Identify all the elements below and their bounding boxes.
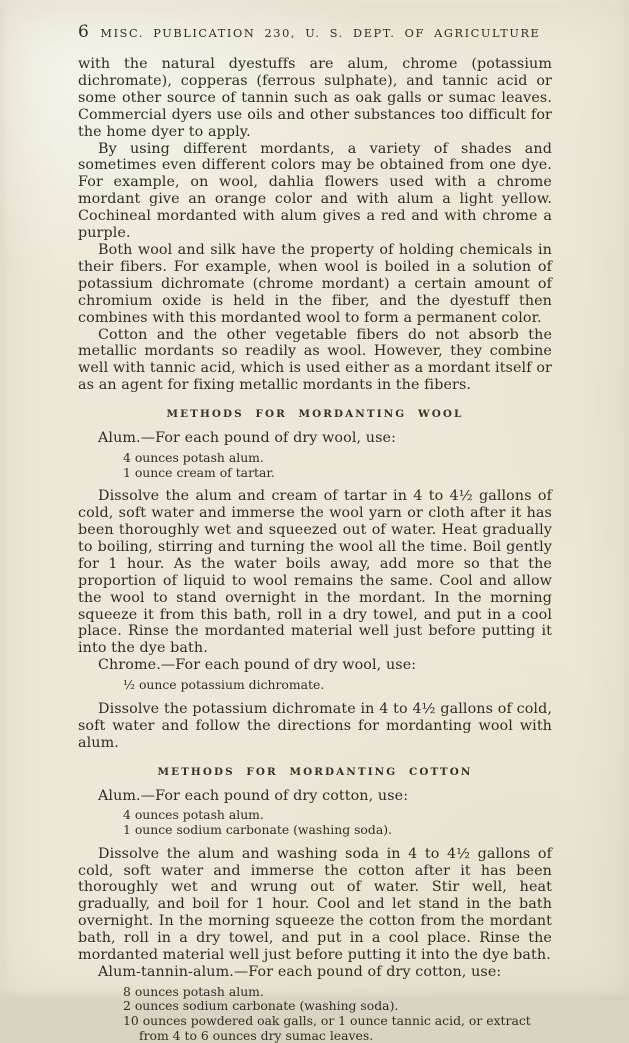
paragraph-cotton-alum-lead: Alum.—For each pound of dry cotton, use: (98, 787, 409, 804)
paragraph-wool-chrome-lead: Chrome.—For each pound of dry wool, use: (98, 657, 417, 674)
section-heading-mordanting-wool: METHODS FOR MORDANTING WOOL (166, 408, 464, 421)
document-body (78, 56, 552, 1043)
paragraph-intro-continuation: with the natural dyestuffs are alum, chrome (potassium dichromate), copperas (ferrous sulphate), and tannic acid or some other source of tannin such as oak galls or sumac leaves. Commercial dyers use oils and other substances too difficult for the home dyer to apply. (78, 56, 552, 140)
recipe-item: 4 ounces potash alum. (123, 450, 264, 466)
paragraph-cotton-ata-lead: Alum-tannin-alum.—For each pound of dry cotton, use: (98, 963, 502, 980)
paragraph-cotton-alum-directions: Dissolve the alum and washing soda in 4 to 4½ gallons of cold, soft water and immerse the cotton after it has been thoroughly wet and wrung out of water. Stir well, heat gradually, and boil for 1 hour. Cool and let stand in the bath overnight. In the morning squeeze the cotton from the mordant bath, roll in a dry towel, and put in a cool place. Rinse the mordanted material well just before putting it into the dye bath. (78, 845, 552, 964)
recipe-item: ½ ounce potassium dichromate. (123, 677, 325, 693)
recipe-list-cotton-alum (78, 808, 552, 837)
paragraph-wool-silk: Both wool and silk have the property of holding chemicals in their fibers. For example, when wool is boiled in a solution of potassium dichromate (chrome mordant) a certain amount of chromium oxide is held in the fiber, and the dyestuff then combines with this mordanted wool to form a permanent color. (78, 241, 552, 326)
recipe-list-cotton-ata (78, 985, 552, 1043)
paragraph-wool-alum-lead: Alum.—For each pound of dry wool, use: (98, 430, 397, 447)
paragraph-mordant-variety: By using different mordants, a variety of shades and sometimes even different colors may be obtained from one dye. For example, on wool, dahlia flowers used with a chrome mordant give an orange color and with alum a light yellow. Cochineal mordanted with alum gives a red and with chrome a purple. (78, 140, 552, 242)
recipe-item: 8 ounces potash alum. (123, 983, 264, 999)
section-heading-mordanting-cotton: METHODS FOR MORDANTING COTTON (157, 765, 473, 778)
recipe-item: 1 ounce cream of tartar. (123, 464, 275, 480)
recipe-item: 10 ounces powdered oak galls, or 1 ounce tannic acid, or extract from 4 to 6 ounces dry sumac leaves. (123, 1013, 531, 1043)
paragraph-wool-alum-directions: Dissolve the alum and cream of tartar in 4 to 4½ gallons of cold, soft water and immerse the wool yarn or cloth after it has been thoroughly wet and squeezed out of water. Heat gradually to boiling, stirring and turning the wool all the time. Boil gently for 1 hour. As the water boils away, add more so that the proportion of liquid to wool remains the same. Cool and allow the wool to stand overnight in the mordant. In the morning squeeze it from this bath, roll in a dry towel, and put in a cool place. Rinse the mordanted material well just before putting it into the dye bath. (78, 488, 552, 657)
paragraph-cotton-fibers: Cotton and the other vegetable fibers do not absorb the metallic mordants so readily as wool. However, they combine well with tannic acid, which is used either as a mordant itself or as an agent for fixing metallic mordants in the fibers. (78, 326, 552, 394)
running-title: MISC. PUBLICATION 230, U. S. DEPT. OF AGRICULTURE (100, 27, 541, 40)
page-header (78, 24, 552, 41)
recipe-list-wool-chrome (78, 678, 552, 693)
paragraph-wool-chrome-directions: Dissolve the potassium dichromate in 4 to 4½ gallons of cold, soft water and follow the directions for mordanting wool with alum. (78, 700, 552, 751)
page-number: 6 (78, 22, 89, 42)
recipe-list-wool-alum (78, 451, 552, 480)
recipe-item: 2 ounces sodium carbonate (washing soda). (123, 998, 399, 1014)
recipe-item: 4 ounces potash alum. (123, 807, 264, 823)
recipe-item: 1 ounce sodium carbonate (washing soda). (123, 822, 392, 837)
